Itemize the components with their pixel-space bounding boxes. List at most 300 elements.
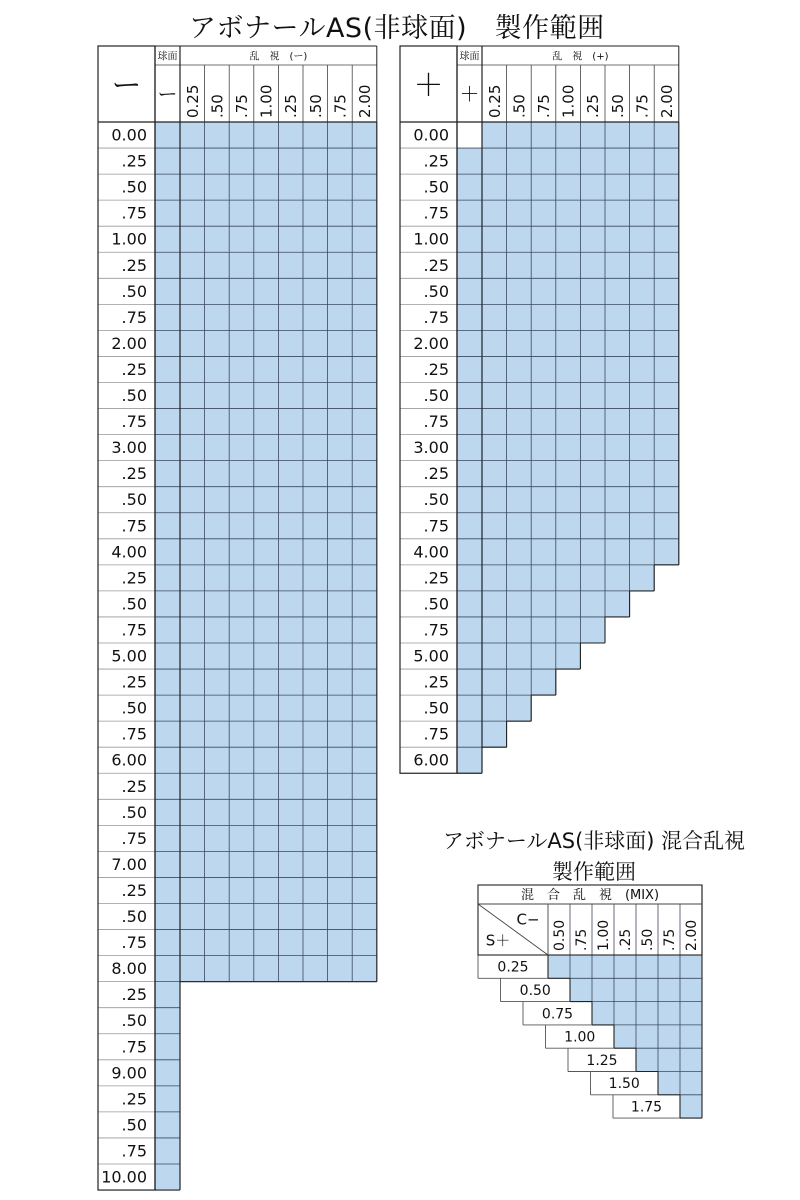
plus-cyl-cell <box>654 174 679 200</box>
minus-cyl-cell <box>303 565 328 591</box>
minus-cyl-cell <box>328 200 353 226</box>
mix-cell <box>636 1002 658 1025</box>
plus-cyl-cell <box>605 539 630 565</box>
minus-sphere-cell <box>155 122 180 148</box>
minus-cyl-cell <box>328 956 353 982</box>
minus-cyl-cell <box>328 461 353 487</box>
page-title: アボナールAS(非球面) 製作範囲 <box>189 13 605 44</box>
minus-cyl-cell <box>278 695 303 721</box>
plus-cyl-cell <box>507 252 532 278</box>
plus-row-label: .50 <box>423 594 449 614</box>
minus-cyl-cell <box>229 904 254 930</box>
minus-cyl-cell <box>229 669 254 695</box>
minus-sphere-cell <box>155 930 180 956</box>
plus-cyl-cell <box>654 356 679 382</box>
minus-cyl-cell <box>254 877 279 903</box>
plus-cyl-cell <box>531 304 556 330</box>
minus-cyl-cell <box>180 200 205 226</box>
minus-cyl-cell <box>303 669 328 695</box>
mix-cell <box>658 978 680 1001</box>
plus-cyl-cell <box>605 356 630 382</box>
minus-sphere-cell <box>155 982 180 1008</box>
minus-cyl-cell <box>352 513 377 539</box>
plus-cyl-cell <box>654 539 679 565</box>
minus-sphere-cell <box>155 252 180 278</box>
plus-cyl-cell <box>531 539 556 565</box>
minus-cyl-cell <box>352 721 377 747</box>
plus-row-label: .50 <box>423 698 449 718</box>
minus-cyl-cell <box>254 904 279 930</box>
minus-cyl-cell <box>205 383 230 409</box>
minus-cyl-cell <box>352 825 377 851</box>
plus-sphere-cell <box>457 174 482 200</box>
plus-cyl-value-label: .25 <box>584 94 603 118</box>
minus-cyl-cell <box>205 747 230 773</box>
minus-row-label: .75 <box>121 1037 147 1057</box>
minus-cyl-cell <box>229 461 254 487</box>
minus-cyl-cell <box>328 721 353 747</box>
plus-cyl-cell <box>507 461 532 487</box>
minus-cyl-cell <box>180 148 205 174</box>
plus-cyl-cell <box>556 148 581 174</box>
minus-row-label: .25 <box>121 255 147 275</box>
minus-cyl-cell <box>229 148 254 174</box>
plus-cyl-cell <box>630 200 655 226</box>
minus-cyl-cell <box>278 174 303 200</box>
minus-cyl-cell <box>278 513 303 539</box>
plus-cyl-cell <box>507 591 532 617</box>
minus-cyl-cell <box>303 956 328 982</box>
minus-cyl-value-label: 1.00 <box>257 84 276 118</box>
plus-row-label: 1.00 <box>413 229 449 249</box>
minus-row-label: 8.00 <box>111 959 147 979</box>
plus-cyl-cell <box>605 252 630 278</box>
plus-cyl-cell <box>605 174 630 200</box>
plus-cyl-value-label: 2.00 <box>658 84 676 118</box>
minus-cyl-cell <box>328 877 353 903</box>
minus-cyl-cell <box>352 383 377 409</box>
plus-cyl-cell <box>507 409 532 435</box>
plus-row-label: .50 <box>423 177 449 197</box>
plus-cyl-cell <box>531 122 556 148</box>
minus-cyl-cell <box>254 669 279 695</box>
minus-sphere-cell <box>155 747 180 773</box>
minus-cyl-cell <box>352 669 377 695</box>
minus-cyl-cell <box>278 487 303 513</box>
plus-sphere-cell <box>457 747 482 773</box>
minus-cyl-cell <box>254 747 279 773</box>
minus-cyl-cell <box>278 617 303 643</box>
plus-row-label: 0.00 <box>413 125 449 145</box>
minus-cyl-cell <box>180 122 205 148</box>
minus-cyl-cell <box>254 278 279 304</box>
plus-sphere-cell <box>457 330 482 356</box>
minus-cyl-cell <box>229 539 254 565</box>
minus-cyl-cell <box>205 174 230 200</box>
minus-cyl-cell <box>180 669 205 695</box>
minus-cyl-cell <box>180 304 205 330</box>
minus-sphere-cell <box>155 148 180 174</box>
minus-cyl-cell <box>254 304 279 330</box>
plus-cyl-cell <box>507 383 532 409</box>
minus-cyl-cell <box>180 174 205 200</box>
minus-cyl-cell <box>254 148 279 174</box>
plus-cyl-cell <box>580 226 605 252</box>
minus-cyl-cell <box>180 591 205 617</box>
minus-sphere-cell <box>155 356 180 382</box>
minus-cyl-cell <box>229 825 254 851</box>
plus-row-label: .75 <box>423 412 449 432</box>
mix-s-label: S＋ <box>485 931 511 950</box>
minus-cyl-cell <box>180 825 205 851</box>
minus-cyl-cell <box>303 356 328 382</box>
minus-cyl-cell <box>303 747 328 773</box>
plus-cyl-cell <box>556 278 581 304</box>
mix-cell <box>614 955 636 978</box>
minus-cyl-cell <box>254 539 279 565</box>
plus-cyl-cell <box>556 356 581 382</box>
minus-cyl-cell <box>303 487 328 513</box>
minus-cyl-cell <box>303 799 328 825</box>
minus-cyl-cell <box>229 643 254 669</box>
plus-cyl-cell <box>482 383 507 409</box>
mix-cell <box>636 978 658 1001</box>
plus-cyl-cell <box>556 304 581 330</box>
minus-cyl-cell <box>303 877 328 903</box>
plus-cyl-cell <box>654 435 679 461</box>
minus-cyl-cell <box>328 825 353 851</box>
mix-cell <box>636 1048 658 1071</box>
minus-cyl-header: 乱 視 (ー) <box>249 51 308 63</box>
minus-row-label: .50 <box>121 281 147 301</box>
plus-cyl-cell <box>482 278 507 304</box>
minus-cyl-value-label: .50 <box>306 94 325 118</box>
minus-row-label: .50 <box>121 802 147 822</box>
minus-row-label: 7.00 <box>111 854 147 874</box>
minus-row-label: .50 <box>121 177 147 197</box>
plus-cyl-cell <box>507 669 532 695</box>
plus-cyl-cell <box>556 409 581 435</box>
plus-cyl-cell <box>531 565 556 591</box>
plus-cyl-cell <box>482 200 507 226</box>
minus-cyl-cell <box>229 435 254 461</box>
plus-sphere-cell <box>457 435 482 461</box>
minus-cyl-cell <box>229 200 254 226</box>
plus-cyl-cell <box>605 565 630 591</box>
minus-sphere-cell <box>155 617 180 643</box>
minus-cyl-cell <box>328 799 353 825</box>
minus-cyl-cell <box>180 851 205 877</box>
plus-cyl-cell <box>630 174 655 200</box>
minus-cyl-cell <box>352 122 377 148</box>
mix-row-label: 1.75 <box>630 1099 663 1116</box>
minus-cyl-cell <box>254 617 279 643</box>
plus-cyl-cell <box>654 122 679 148</box>
minus-cyl-cell <box>254 773 279 799</box>
minus-cyl-cell <box>205 513 230 539</box>
minus-row-label: 2.00 <box>111 333 147 353</box>
minus-row-label: .75 <box>121 828 147 848</box>
minus-cyl-cell <box>180 799 205 825</box>
minus-cyl-cell <box>352 930 377 956</box>
plus-cyl-cell <box>507 539 532 565</box>
minus-cyl-cell <box>205 487 230 513</box>
plus-sphere-cell <box>457 695 482 721</box>
mix-cell <box>614 1002 636 1025</box>
plus-sphere-cell <box>457 252 482 278</box>
plus-cyl-cell <box>630 148 655 174</box>
minus-row-label: .50 <box>121 1115 147 1135</box>
minus-row-label: .50 <box>121 1011 147 1031</box>
plus-cyl-cell <box>531 461 556 487</box>
mix-cell <box>680 1025 702 1048</box>
minus-row-label: .25 <box>121 359 147 379</box>
plus-sphere-cell <box>457 591 482 617</box>
plus-cyl-cell <box>507 330 532 356</box>
plus-cyl-cell <box>556 643 581 669</box>
plus-cyl-cell <box>482 148 507 174</box>
minus-cyl-cell <box>254 565 279 591</box>
plus-cyl-cell <box>482 226 507 252</box>
mix-title-line2: 製作範囲 <box>552 860 636 884</box>
minus-cyl-cell <box>205 877 230 903</box>
mix-cell <box>592 1002 614 1025</box>
minus-cyl-cell <box>303 148 328 174</box>
minus-sphere-cell <box>155 461 180 487</box>
minus-cyl-cell <box>254 956 279 982</box>
minus-cyl-cell <box>205 461 230 487</box>
mix-cell <box>658 1048 680 1071</box>
minus-cyl-cell <box>278 409 303 435</box>
plus-cyl-cell <box>654 200 679 226</box>
minus-cyl-cell <box>254 930 279 956</box>
plus-cyl-cell <box>556 435 581 461</box>
plus-cyl-cell <box>630 565 655 591</box>
mix-cell <box>680 1048 702 1071</box>
plus-cyl-cell <box>482 721 507 747</box>
plus-cyl-cell <box>556 174 581 200</box>
plus-row-label: .50 <box>423 281 449 301</box>
mix-cell <box>570 955 592 978</box>
minus-sphere-cell <box>155 851 180 877</box>
plus-row-label: .25 <box>423 568 449 588</box>
minus-cyl-cell <box>278 930 303 956</box>
minus-cyl-cell <box>205 799 230 825</box>
minus-row-label: .50 <box>121 386 147 406</box>
minus-cyl-cell <box>254 409 279 435</box>
plus-cyl-cell <box>605 513 630 539</box>
plus-cyl-cell <box>580 383 605 409</box>
minus-cyl-cell <box>352 695 377 721</box>
minus-cyl-cell <box>352 956 377 982</box>
plus-cyl-cell <box>482 539 507 565</box>
minus-sphere-cell <box>155 1034 180 1060</box>
minus-cyl-cell <box>278 721 303 747</box>
minus-cyl-cell <box>328 773 353 799</box>
mix-cell <box>592 978 614 1001</box>
minus-cyl-cell <box>303 617 328 643</box>
plus-cyl-cell <box>531 148 556 174</box>
minus-cyl-cell <box>254 200 279 226</box>
minus-cyl-cell <box>278 877 303 903</box>
minus-cyl-cell <box>303 278 328 304</box>
minus-cyl-cell <box>303 851 328 877</box>
minus-sphere-cell <box>155 304 180 330</box>
minus-cyl-cell <box>205 148 230 174</box>
plus-cyl-cell <box>482 617 507 643</box>
minus-cyl-cell <box>254 643 279 669</box>
minus-cyl-cell <box>205 252 230 278</box>
minus-row-label: 9.00 <box>111 1063 147 1083</box>
plus-cyl-cell <box>531 669 556 695</box>
plus-row-label: .75 <box>423 516 449 536</box>
minus-cyl-cell <box>303 773 328 799</box>
minus-cyl-cell <box>352 174 377 200</box>
minus-cyl-cell <box>229 409 254 435</box>
mix-c-label: C− <box>516 910 540 929</box>
minus-sphere-header: 球面 <box>157 51 178 63</box>
plus-cyl-cell <box>482 174 507 200</box>
minus-sphere-cell <box>155 435 180 461</box>
plus-cyl-cell <box>605 435 630 461</box>
plus-cyl-cell <box>605 487 630 513</box>
minus-cyl-cell <box>229 252 254 278</box>
minus-cyl-cell <box>254 122 279 148</box>
plus-cyl-cell <box>531 200 556 226</box>
minus-sphere-cell <box>155 825 180 851</box>
plus-row-label: .75 <box>423 620 449 640</box>
minus-cyl-cell <box>352 330 377 356</box>
minus-row-label: .25 <box>121 151 147 171</box>
minus-cyl-cell <box>278 278 303 304</box>
plus-cyl-cell <box>654 383 679 409</box>
minus-cyl-cell <box>205 356 230 382</box>
plus-cyl-cell <box>556 487 581 513</box>
minus-cyl-cell <box>303 435 328 461</box>
plus-cyl-cell <box>605 122 630 148</box>
minus-sphere-cell <box>155 773 180 799</box>
minus-row-label: .25 <box>121 672 147 692</box>
minus-cyl-cell <box>328 304 353 330</box>
plus-cyl-cell <box>556 565 581 591</box>
plus-cyl-cell <box>605 278 630 304</box>
minus-row-label: .50 <box>121 490 147 510</box>
plus-cyl-cell <box>507 226 532 252</box>
minus-cyl-cell <box>352 226 377 252</box>
plus-cyl-cell <box>654 304 679 330</box>
plus-cyl-cell <box>507 565 532 591</box>
minus-cyl-cell <box>352 409 377 435</box>
minus-cyl-cell <box>205 565 230 591</box>
minus-cyl-cell <box>180 278 205 304</box>
minus-sphere-cell <box>155 487 180 513</box>
plus-cyl-cell <box>531 330 556 356</box>
minus-cyl-cell <box>328 904 353 930</box>
minus-cyl-cell <box>328 487 353 513</box>
minus-cyl-cell <box>229 565 254 591</box>
minus-row-label: .75 <box>121 412 147 432</box>
plus-cyl-cell <box>605 383 630 409</box>
minus-cyl-cell <box>278 539 303 565</box>
plus-cyl-cell <box>605 226 630 252</box>
plus-cyl-cell <box>580 539 605 565</box>
minus-cyl-cell <box>205 851 230 877</box>
minus-cyl-cell <box>352 565 377 591</box>
minus-cyl-cell <box>205 200 230 226</box>
minus-row-label: .50 <box>121 907 147 927</box>
minus-cyl-cell <box>180 956 205 982</box>
plus-cyl-cell <box>630 513 655 539</box>
minus-cyl-cell <box>352 278 377 304</box>
minus-row-label: .75 <box>121 620 147 640</box>
plus-row-label: .75 <box>423 724 449 744</box>
plus-cyl-cell <box>580 252 605 278</box>
plus-cyl-cell <box>482 252 507 278</box>
plus-cyl-cell <box>507 513 532 539</box>
plus-cyl-cell <box>507 617 532 643</box>
plus-row-label: 6.00 <box>413 750 449 770</box>
plus-cyl-cell <box>605 330 630 356</box>
minus-sphere-cell <box>155 174 180 200</box>
plus-cyl-cell <box>482 122 507 148</box>
minus-sphere-cell <box>155 877 180 903</box>
plus-cyl-cell <box>531 356 556 382</box>
plus-cyl-cell <box>482 304 507 330</box>
minus-sphere-cell <box>155 1138 180 1164</box>
plus-cyl-cell <box>507 435 532 461</box>
plus-sphere-cell <box>457 356 482 382</box>
mix-row-label: 0.75 <box>541 1006 574 1023</box>
minus-cyl-cell <box>180 617 205 643</box>
minus-cyl-cell <box>278 148 303 174</box>
mix-cell <box>658 955 680 978</box>
minus-cyl-cell <box>180 773 205 799</box>
plus-sphere-cell <box>457 278 482 304</box>
minus-cyl-cell <box>328 383 353 409</box>
minus-cyl-cell <box>278 904 303 930</box>
plus-cyl-cell <box>507 695 532 721</box>
plus-sphere-cell <box>457 513 482 539</box>
minus-cyl-cell <box>328 695 353 721</box>
minus-cyl-cell <box>328 747 353 773</box>
plus-cyl-cell <box>580 304 605 330</box>
plus-cyl-cell <box>507 304 532 330</box>
minus-cyl-cell <box>254 461 279 487</box>
plus-cyl-cell <box>556 591 581 617</box>
plus-cyl-cell <box>580 200 605 226</box>
mix-cell <box>680 978 702 1001</box>
minus-row-label: 10.00 <box>101 1167 147 1187</box>
plus-cyl-cell <box>630 122 655 148</box>
plus-row-label: 2.00 <box>413 333 449 353</box>
minus-cyl-cell <box>180 643 205 669</box>
minus-cyl-cell <box>278 461 303 487</box>
minus-cyl-cell <box>205 304 230 330</box>
minus-cyl-cell <box>229 330 254 356</box>
minus-cyl-cell <box>229 877 254 903</box>
minus-cyl-cell <box>303 721 328 747</box>
minus-sphere-cell <box>155 669 180 695</box>
plus-row-label: .50 <box>423 386 449 406</box>
plus-cyl-cell <box>654 409 679 435</box>
minus-cyl-cell <box>352 904 377 930</box>
minus-cyl-cell <box>254 487 279 513</box>
plus-cyl-cell <box>580 122 605 148</box>
plus-cyl-cell <box>482 669 507 695</box>
plus-cyl-cell <box>482 461 507 487</box>
minus-row-label: 3.00 <box>111 438 147 458</box>
plus-cyl-cell <box>605 200 630 226</box>
